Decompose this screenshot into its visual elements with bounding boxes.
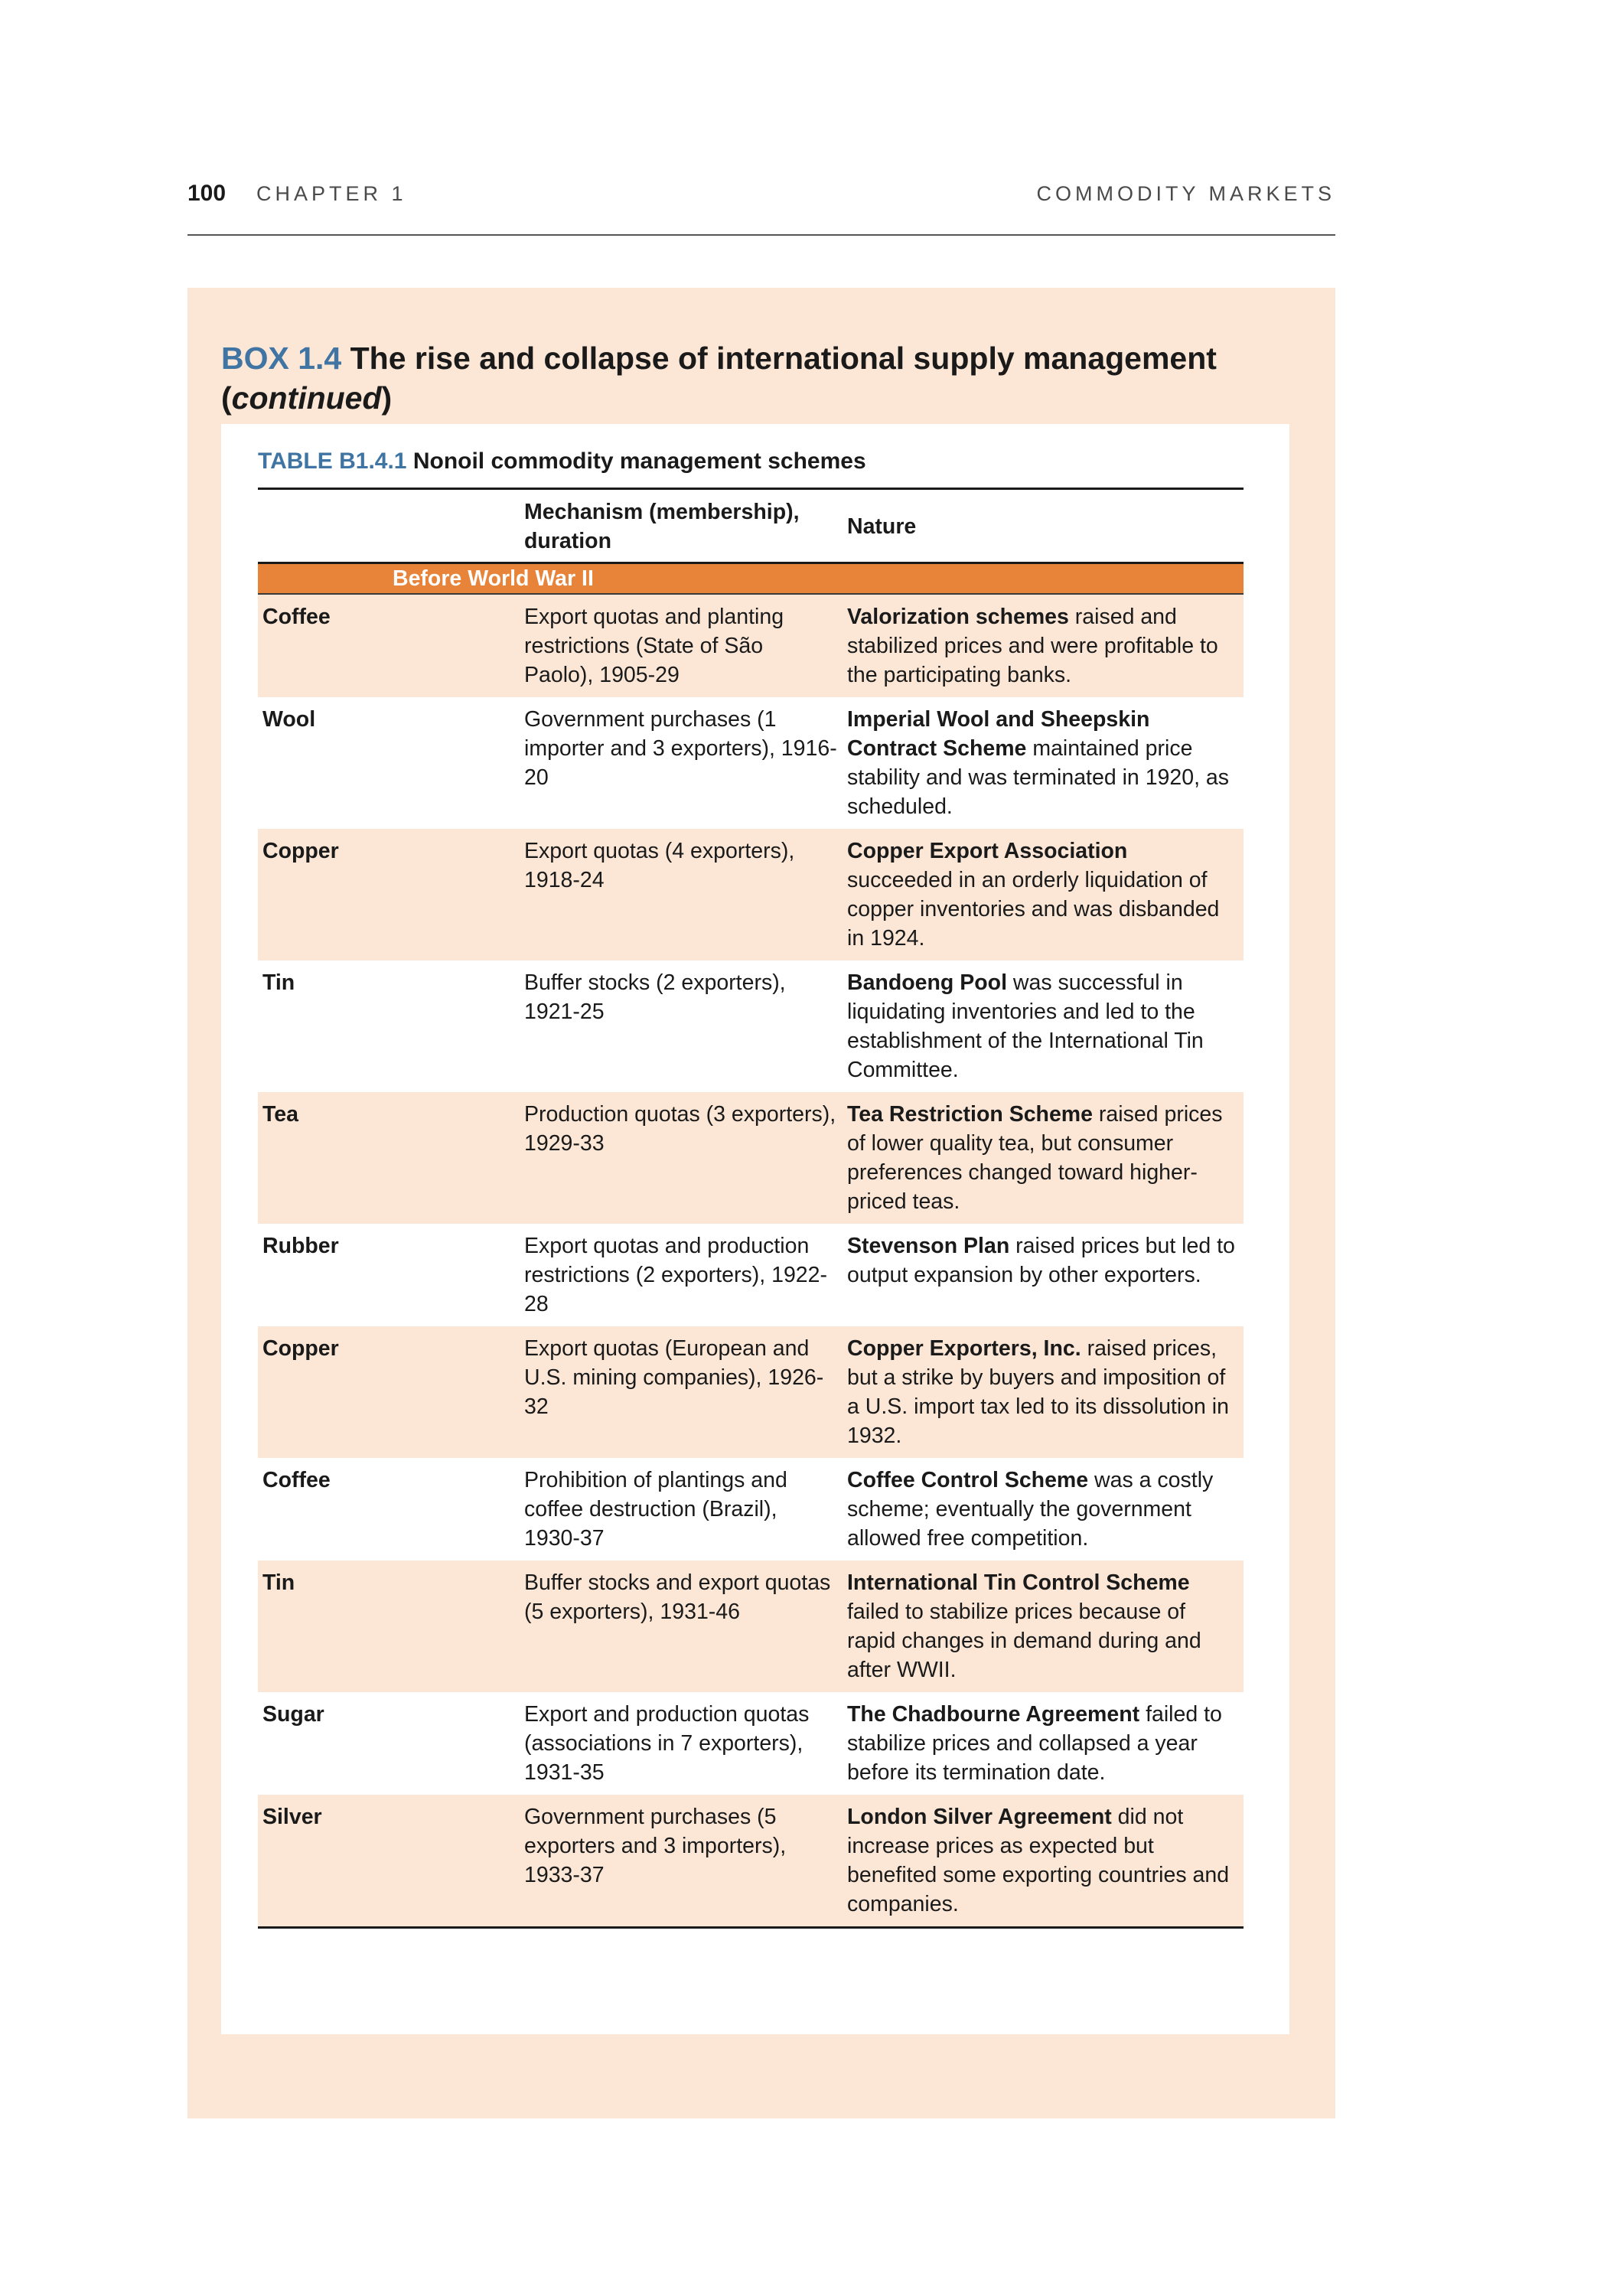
table-row xyxy=(258,594,1244,697)
nature-text: raised prices but led to output expansion by other exporters. xyxy=(847,1234,1235,1287)
mechanism-cell: Government purchases (1 importer and 3 exporters), 1916-20 xyxy=(524,707,837,790)
schemes-table xyxy=(258,488,1244,1929)
box-label: BOX 1.4 xyxy=(221,341,342,376)
page-header xyxy=(187,181,1335,236)
table-caption xyxy=(258,448,866,475)
col-header-commodity xyxy=(258,489,520,563)
scheme-name: Bandoeng Pool xyxy=(847,970,1007,995)
scheme-name: International Tin Control Scheme xyxy=(847,1570,1190,1595)
commodity-cell: Coffee xyxy=(262,1468,331,1492)
table-row xyxy=(258,1092,1244,1224)
scheme-name: Valorization schemes xyxy=(847,605,1069,629)
commodity-cell: Copper xyxy=(258,829,520,960)
table-header xyxy=(258,489,1244,563)
mechanism-cell: Export quotas (4 exporters), 1918-24 xyxy=(520,829,843,960)
table-title: Nonoil commodity management schemes xyxy=(406,448,866,474)
nature-cell xyxy=(843,1692,1244,1795)
chapter-label: CHAPTER 1 xyxy=(256,182,407,205)
mechanism-cell: Export and production quotas (associations in 7 exporters), 1931-35 xyxy=(524,1702,810,1785)
table-row xyxy=(258,1224,1244,1326)
table-row xyxy=(258,1692,1244,1795)
mechanism-cell: Buffer stocks and export quotas (5 exporters), 1931-46 xyxy=(520,1561,843,1692)
section-label: COMMODITY MARKETS xyxy=(1036,182,1335,205)
mechanism-cell: Prohibition of plantings and coffee destruction (Brazil), 1930-37 xyxy=(524,1468,787,1551)
nature-text: failed to stabilize prices because of rapid changes in demand during and after WWII. xyxy=(847,1600,1201,1682)
mechanism-cell: Production quotas (3 exporters), 1929-33 xyxy=(520,1092,843,1224)
period-band xyxy=(258,563,1244,595)
table-row xyxy=(258,829,1244,960)
box-title-text: The rise and collapse of international supply management ( xyxy=(221,341,1217,416)
nature-text: raised prices, but a strike by buyers and imposition of a U.S. import tax led to its dissolution in 1932. xyxy=(847,1336,1229,1448)
table-label: TABLE B1.4.1 xyxy=(258,448,407,474)
table-body xyxy=(258,594,1244,1928)
commodity-cell: Copper xyxy=(258,1326,520,1458)
table-row xyxy=(258,1458,1244,1561)
nature-cell xyxy=(843,594,1244,697)
box-title-continued: continued xyxy=(231,380,382,416)
mechanism-cell: Government purchases (5 exporters and 3 importers), 1933-37 xyxy=(520,1795,843,1928)
commodity-cell: Sugar xyxy=(262,1702,324,1727)
nature-cell xyxy=(843,1458,1244,1561)
period-band-label: Before World War II xyxy=(393,566,594,591)
nature-cell xyxy=(843,1561,1244,1692)
commodity-cell: Tin xyxy=(258,1561,520,1692)
scheme-name: Tea Restriction Scheme xyxy=(847,1102,1094,1127)
nature-cell xyxy=(843,829,1244,960)
nature-text: maintained price stability and was terminated in 1920, as scheduled. xyxy=(847,736,1230,819)
box-panel xyxy=(187,288,1335,2118)
nature-cell xyxy=(843,1795,1244,1928)
nature-text: raised and stabilized prices and were profitable to the participating banks. xyxy=(847,605,1218,687)
page-number: 100 xyxy=(187,181,227,206)
scheme-name: Stevenson Plan xyxy=(847,1234,1010,1258)
nature-text: was successful in liquidating inventories and led to the establishment of the International Tin Committee. xyxy=(847,970,1204,1082)
mechanism-cell: Buffer stocks (2 exporters), 1921-25 xyxy=(524,970,786,1024)
col-header-mechanism: Mechanism (membership), duration xyxy=(520,489,843,563)
nature-cell xyxy=(843,697,1244,829)
nature-text: did not increase prices as expected but benefited some exporting countries and companies. xyxy=(847,1805,1230,1916)
table-row xyxy=(258,1326,1244,1458)
nature-cell xyxy=(843,1224,1244,1326)
scheme-name: London Silver Agreement xyxy=(847,1805,1112,1829)
nature-text: was a costly scheme; eventually the government allowed free competition. xyxy=(847,1468,1214,1551)
mechanism-cell: Export quotas and production restrictions (2 exporters), 1922-28 xyxy=(524,1234,827,1316)
nature-text: raised prices of lower quality tea, but consumer preferences changed toward higher-priced teas. xyxy=(847,1102,1223,1214)
col-header-nature: Nature xyxy=(843,489,1244,563)
commodity-cell: Silver xyxy=(258,1795,520,1928)
nature-text: succeeded in an orderly liquidation of copper inventories and was disbanded in 1924. xyxy=(847,868,1220,951)
table-panel xyxy=(221,424,1289,2034)
mechanism-cell: Export quotas and planting restrictions (State of São Paolo), 1905-29 xyxy=(520,594,843,697)
scheme-name: Coffee Control Scheme xyxy=(847,1468,1089,1492)
table-row xyxy=(258,960,1244,1092)
nature-cell xyxy=(843,960,1244,1092)
box-title xyxy=(221,338,1292,418)
scheme-name: Copper Exporters, Inc. xyxy=(847,1336,1081,1361)
scheme-name: Copper Export Association xyxy=(847,839,1128,863)
nature-cell xyxy=(843,1092,1244,1224)
scheme-name: Imperial Wool and Sheepskin Contract Scheme xyxy=(847,707,1150,761)
nature-cell xyxy=(843,1326,1244,1458)
table-row xyxy=(258,1561,1244,1692)
nature-text: failed to stabilize prices and collapsed a year before its termination date. xyxy=(847,1702,1222,1785)
table-row xyxy=(258,697,1244,829)
commodity-cell: Rubber xyxy=(262,1234,339,1258)
table-row xyxy=(258,1795,1244,1928)
commodity-cell: Tea xyxy=(258,1092,520,1224)
box-title-end: ) xyxy=(381,380,393,416)
commodity-cell: Tin xyxy=(262,970,295,995)
scheme-name: The Chadbourne Agreement xyxy=(847,1702,1140,1727)
mechanism-cell: Export quotas (European and U.S. mining companies), 1926-32 xyxy=(520,1326,843,1458)
commodity-cell: Wool xyxy=(262,707,316,732)
commodity-cell: Coffee xyxy=(258,594,520,697)
